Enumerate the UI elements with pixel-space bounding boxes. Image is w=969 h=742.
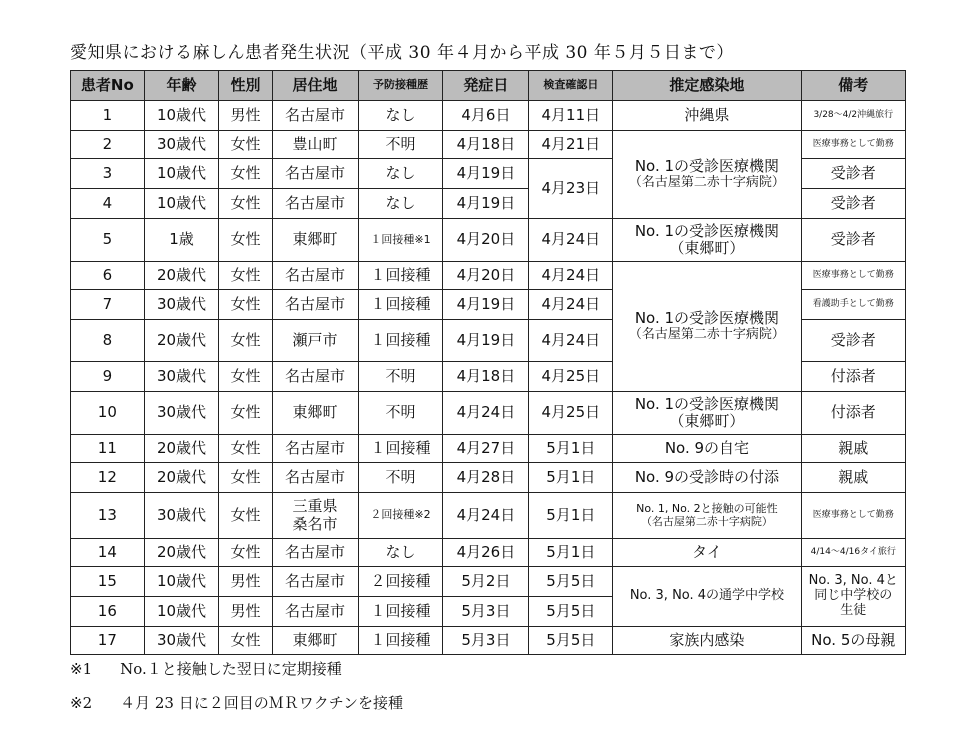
- cell-residence: 東郷町: [272, 627, 358, 655]
- cell-residence: 名古屋市: [272, 362, 358, 392]
- page-title: 愛知県における麻しん患者発生状況（平成 30 年４月から平成 30 年５月５日まで）: [70, 43, 734, 63]
- cell-remarks: 医療事務として勤務: [801, 262, 905, 290]
- cell-confirmed: 4月24日: [529, 320, 613, 362]
- cell-remarks: No. 5の母親: [801, 627, 905, 655]
- cell-no: 16: [71, 597, 145, 627]
- cell-sex: 女性: [219, 159, 272, 189]
- cell-residence: 名古屋市: [272, 290, 358, 320]
- residence-line1: 三重県: [292, 497, 338, 516]
- place-line2: （東郷町）: [669, 239, 745, 257]
- cell-sex: 男性: [219, 597, 272, 627]
- table-row: [71, 567, 906, 597]
- place-line2: （東郷町）: [669, 412, 745, 430]
- cell-onset: 4月20日: [443, 262, 529, 290]
- remarks-line2: 同じ中学校の: [814, 588, 893, 604]
- cell-infection-place: タイ: [613, 539, 801, 567]
- cell-vaccination: １回接種: [358, 597, 443, 627]
- cell-vaccination: 不明: [358, 392, 443, 435]
- table-row: [71, 493, 906, 539]
- place-line1: No. 1の受診医療機関: [634, 309, 780, 328]
- cell-sex: 女性: [219, 131, 272, 159]
- cell-vaccination: なし: [358, 159, 443, 189]
- cell-remarks: 医療事務として勤務: [801, 493, 905, 539]
- header-confirmed: 検査確認日: [529, 71, 613, 101]
- cell-confirmed-merged: 4月23日: [529, 159, 613, 219]
- cell-no: 11: [71, 435, 145, 463]
- cell-remarks: 受診者: [801, 159, 905, 189]
- cell-remarks: 3/28～4/2沖縄旅行: [801, 101, 905, 131]
- cell-sex: 女性: [219, 219, 272, 262]
- cell-vaccination: １回接種: [358, 320, 443, 362]
- cell-no: 7: [71, 290, 145, 320]
- cell-no: 9: [71, 362, 145, 392]
- cell-confirmed: 5月1日: [529, 493, 613, 539]
- footnote-mark: ※2: [70, 694, 93, 712]
- cell-infection-place-merged: [613, 262, 801, 392]
- cell-age: 20歳代: [144, 262, 219, 290]
- cell-residence: 名古屋市: [272, 539, 358, 567]
- cell-onset: 4月20日: [443, 219, 529, 262]
- header-row: [71, 71, 906, 101]
- cell-remarks: 4/14～4/16タイ旅行: [801, 539, 905, 567]
- cell-infection-place: 家族内感染: [613, 627, 801, 655]
- cell-sex: 女性: [219, 392, 272, 435]
- cell-remarks: 看護助手として勤務: [801, 290, 905, 320]
- cell-onset: 5月3日: [443, 597, 529, 627]
- cell-vaccination: １回接種: [358, 435, 443, 463]
- cell-vaccination: ２回接種: [358, 567, 443, 597]
- cell-residence: 名古屋市: [272, 435, 358, 463]
- table-row: [71, 463, 906, 493]
- cell-no: 15: [71, 567, 145, 597]
- cell-residence: 名古屋市: [272, 463, 358, 493]
- table-row: [71, 101, 906, 131]
- cell-remarks: 親戚: [801, 463, 905, 493]
- cell-age: 10歳代: [144, 567, 219, 597]
- place-line2: （名古屋第二赤十字病院）: [628, 174, 785, 190]
- cell-vaccination: ２回接種※2: [358, 493, 443, 539]
- header-residence: 居住地: [272, 71, 358, 101]
- cell-onset: 4月27日: [443, 435, 529, 463]
- cell-onset: 4月24日: [443, 392, 529, 435]
- cell-residence: 瀬戸市: [272, 320, 358, 362]
- cell-onset: 5月2日: [443, 567, 529, 597]
- cell-vaccination: なし: [358, 101, 443, 131]
- table-row: [71, 392, 906, 435]
- place-line1: No. 1の受診医療機関: [634, 394, 780, 413]
- cell-onset: 4月18日: [443, 131, 529, 159]
- cell-onset: 4月19日: [443, 290, 529, 320]
- cell-vaccination: １回接種: [358, 262, 443, 290]
- cell-no: 10: [71, 392, 145, 435]
- cell-residence: 名古屋市: [272, 567, 358, 597]
- cell-onset: 5月3日: [443, 627, 529, 655]
- cell-confirmed: 4月24日: [529, 262, 613, 290]
- cell-onset: 4月6日: [443, 101, 529, 131]
- cell-age: 20歳代: [144, 320, 219, 362]
- table-row: [71, 219, 906, 262]
- table-row: [71, 262, 906, 290]
- footnote-text: ４月 23 日に２回目のＭＲワクチンを接種: [120, 694, 403, 712]
- place-line2: （名古屋第二赤十字病院）: [628, 326, 785, 342]
- cell-sex: 女性: [219, 362, 272, 392]
- cell-age: 10歳代: [144, 159, 219, 189]
- cell-onset: 4月19日: [443, 189, 529, 219]
- header-no: 患者No: [71, 71, 145, 101]
- cell-sex: 男性: [219, 101, 272, 131]
- cell-vaccination: 不明: [358, 463, 443, 493]
- header-infection-place: 推定感染地: [613, 71, 801, 101]
- cell-confirmed: 5月5日: [529, 627, 613, 655]
- header-vaccination: 予防接種歴: [358, 71, 443, 101]
- cell-residence: 名古屋市: [272, 159, 358, 189]
- header-sex: 性別: [219, 71, 272, 101]
- cell-residence: 名古屋市: [272, 597, 358, 627]
- cell-no: 2: [71, 131, 145, 159]
- cell-age: 30歳代: [144, 627, 219, 655]
- residence-line2: 桑名市: [292, 514, 338, 533]
- cell-onset: 4月18日: [443, 362, 529, 392]
- cell-onset: 4月19日: [443, 320, 529, 362]
- table-row: [71, 627, 906, 655]
- cell-sex: 女性: [219, 493, 272, 539]
- cell-vaccination: １回接種※1: [358, 219, 443, 262]
- cell-remarks: 医療事務として勤務: [801, 131, 905, 159]
- cell-no: 8: [71, 320, 145, 362]
- place-line2: （名古屋第二赤十字病院）: [640, 514, 773, 528]
- cell-onset: 4月19日: [443, 159, 529, 189]
- cell-confirmed: 4月21日: [529, 131, 613, 159]
- cell-residence: 豊山町: [272, 131, 358, 159]
- cell-sex: 女性: [219, 290, 272, 320]
- cell-no: 1: [71, 101, 145, 131]
- cell-vaccination: １回接種: [358, 290, 443, 320]
- cell-infection-place: No. 9の自宅: [613, 435, 801, 463]
- cell-remarks: 受診者: [801, 320, 905, 362]
- cell-sex: 女性: [219, 627, 272, 655]
- footnote-1: [70, 658, 342, 679]
- cell-age: 20歳代: [144, 463, 219, 493]
- cell-remarks: 親戚: [801, 435, 905, 463]
- cell-age: 30歳代: [144, 392, 219, 435]
- cell-no: 4: [71, 189, 145, 219]
- cell-confirmed: 4月25日: [529, 362, 613, 392]
- cell-sex: 女性: [219, 539, 272, 567]
- cell-no: 13: [71, 493, 145, 539]
- cell-age: 10歳代: [144, 101, 219, 131]
- cell-infection-place: [613, 392, 801, 435]
- cell-confirmed: 4月11日: [529, 101, 613, 131]
- header-age: 年齢: [144, 71, 219, 101]
- cell-sex: 女性: [219, 189, 272, 219]
- cell-sex: 女性: [219, 320, 272, 362]
- cell-confirmed: 5月5日: [529, 567, 613, 597]
- cell-onset: 4月28日: [443, 463, 529, 493]
- table-row: [71, 131, 906, 159]
- cell-age: 10歳代: [144, 597, 219, 627]
- remarks-line1: No. 3, No. 4と: [808, 573, 898, 589]
- cell-onset: 4月24日: [443, 493, 529, 539]
- cell-confirmed: 4月24日: [529, 219, 613, 262]
- remarks-line3: 生徒: [840, 602, 867, 618]
- cell-age: 30歳代: [144, 290, 219, 320]
- cell-sex: 女性: [219, 463, 272, 493]
- place-line1: No. 1の受診医療機関: [634, 221, 780, 240]
- cell-age: 10歳代: [144, 189, 219, 219]
- cell-age: 1歳: [144, 219, 219, 262]
- cell-residence: 東郷町: [272, 392, 358, 435]
- cell-vaccination: なし: [358, 189, 443, 219]
- cell-vaccination: 不明: [358, 362, 443, 392]
- cell-age: 30歳代: [144, 493, 219, 539]
- cell-age: 30歳代: [144, 362, 219, 392]
- cell-no: 17: [71, 627, 145, 655]
- header-remarks: 備考: [801, 71, 905, 101]
- cell-confirmed: 4月25日: [529, 392, 613, 435]
- cell-age: 20歳代: [144, 435, 219, 463]
- cell-confirmed: 5月5日: [529, 597, 613, 627]
- measles-case-table: [70, 70, 906, 655]
- cell-remarks: 受診者: [801, 189, 905, 219]
- cell-no: 12: [71, 463, 145, 493]
- footnote-text: No.１と接触した翌日に定期接種: [120, 660, 342, 678]
- cell-sex: 女性: [219, 435, 272, 463]
- cell-onset: 4月26日: [443, 539, 529, 567]
- cell-remarks-merged: [801, 567, 905, 627]
- cell-vaccination: なし: [358, 539, 443, 567]
- cell-age: 30歳代: [144, 131, 219, 159]
- cell-sex: 女性: [219, 262, 272, 290]
- cell-infection-place-merged: [613, 131, 801, 219]
- cell-confirmed: 5月1日: [529, 463, 613, 493]
- cell-infection-place-merged: No. 3, No. 4の通学中学校: [613, 567, 801, 627]
- cell-no: 14: [71, 539, 145, 567]
- footnote-2: [70, 692, 403, 713]
- table-row: [71, 539, 906, 567]
- cell-infection-place: No. 9の受診時の付添: [613, 463, 801, 493]
- cell-residence: 名古屋市: [272, 101, 358, 131]
- cell-no: 3: [71, 159, 145, 189]
- cell-residence: 東郷町: [272, 219, 358, 262]
- cell-confirmed: 4月24日: [529, 290, 613, 320]
- cell-infection-place: 沖縄県: [613, 101, 801, 131]
- cell-no: 6: [71, 262, 145, 290]
- cell-residence: 名古屋市: [272, 262, 358, 290]
- cell-remarks: 付添者: [801, 362, 905, 392]
- place-line1: No. 1の受診医療機関: [634, 157, 780, 176]
- cell-residence: [272, 493, 358, 539]
- table-row: [71, 435, 906, 463]
- cell-sex: 男性: [219, 567, 272, 597]
- cell-residence: 名古屋市: [272, 189, 358, 219]
- cell-remarks: 付添者: [801, 392, 905, 435]
- cell-infection-place: [613, 219, 801, 262]
- place-line1: No. 1, No. 2と接触の可能性: [636, 501, 778, 515]
- cell-vaccination: 不明: [358, 131, 443, 159]
- cell-age: 20歳代: [144, 539, 219, 567]
- cell-remarks: 受診者: [801, 219, 905, 262]
- cell-vaccination: １回接種: [358, 627, 443, 655]
- cell-infection-place: [613, 493, 801, 539]
- cell-confirmed: 5月1日: [529, 539, 613, 567]
- cell-no: 5: [71, 219, 145, 262]
- footnote-mark: ※1: [70, 660, 93, 678]
- header-onset: 発症日: [443, 71, 529, 101]
- cell-confirmed: 5月1日: [529, 435, 613, 463]
